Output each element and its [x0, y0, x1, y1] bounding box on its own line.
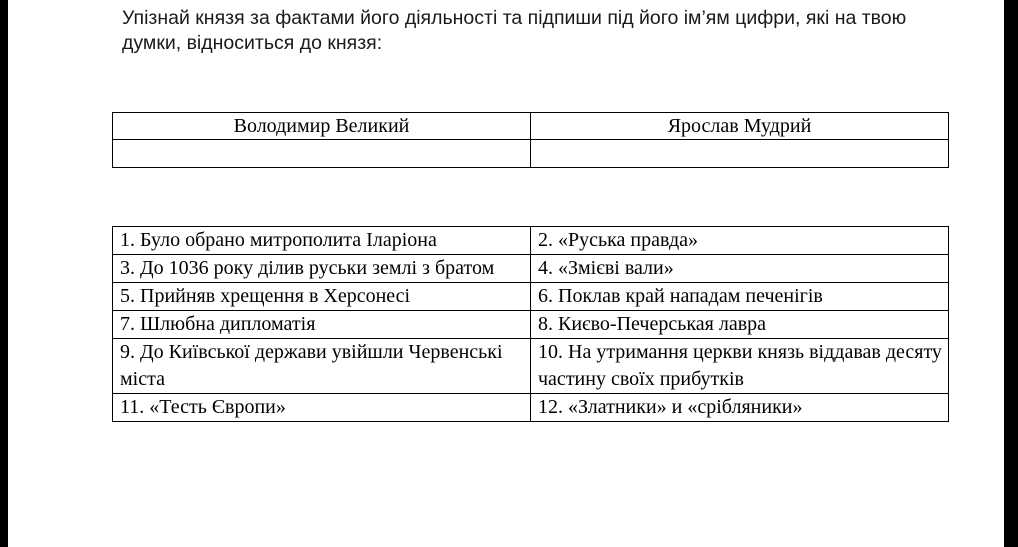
facts-row	[113, 339, 949, 394]
princes-answer-row	[113, 140, 949, 168]
document-page	[8, 0, 1004, 547]
facts-row	[113, 255, 949, 283]
fact-cell: 8. Києво-Печерськая лавра	[531, 311, 949, 339]
fact-cell: 5. Прийняв хрещення в Херсонесі	[113, 283, 531, 311]
fact-cell: 3. До 1036 року ділив руськи землі з братом	[113, 255, 531, 283]
fact-cell: 7. Шлюбна дипломатія	[113, 311, 531, 339]
fact-cell: 9. До Київської держави увійшли Червенські міста	[113, 339, 531, 394]
task-instruction: Упізнай князя за фактами його діяльності та підпиши під його ім’ям цифри, які на твою думки, відноситься до князя:	[122, 7, 907, 54]
facts-row	[113, 311, 949, 339]
answer-cell-volodymyr	[113, 140, 531, 168]
fact-cell: 6. Поклав край нападам печенігів	[531, 283, 949, 311]
fact-cell: 4. «Змієві вали»	[531, 255, 949, 283]
fact-cell: 2. «Руська правда»	[531, 227, 949, 255]
fact-cell: 11. «Тесть Європи»	[113, 394, 531, 422]
facts-row	[113, 227, 949, 255]
fact-cell: 12. «Златники» и «срібляники»	[531, 394, 949, 422]
facts-row	[113, 394, 949, 422]
answer-cell-yaroslav	[531, 140, 949, 168]
facts-table	[112, 226, 949, 422]
facts-row	[113, 283, 949, 311]
fact-cell: 10. На утримання церкви князь віддавав десяту частину своїх прибутків	[531, 339, 949, 394]
prince-header-volodymyr: Володимир Великий	[113, 113, 531, 140]
prince-header-yaroslav: Ярослав Мудрий	[531, 113, 949, 140]
princes-table	[112, 112, 949, 168]
princes-header-row	[113, 113, 949, 140]
fact-cell: 1. Було обрано митрополита Іларіона	[113, 227, 531, 255]
